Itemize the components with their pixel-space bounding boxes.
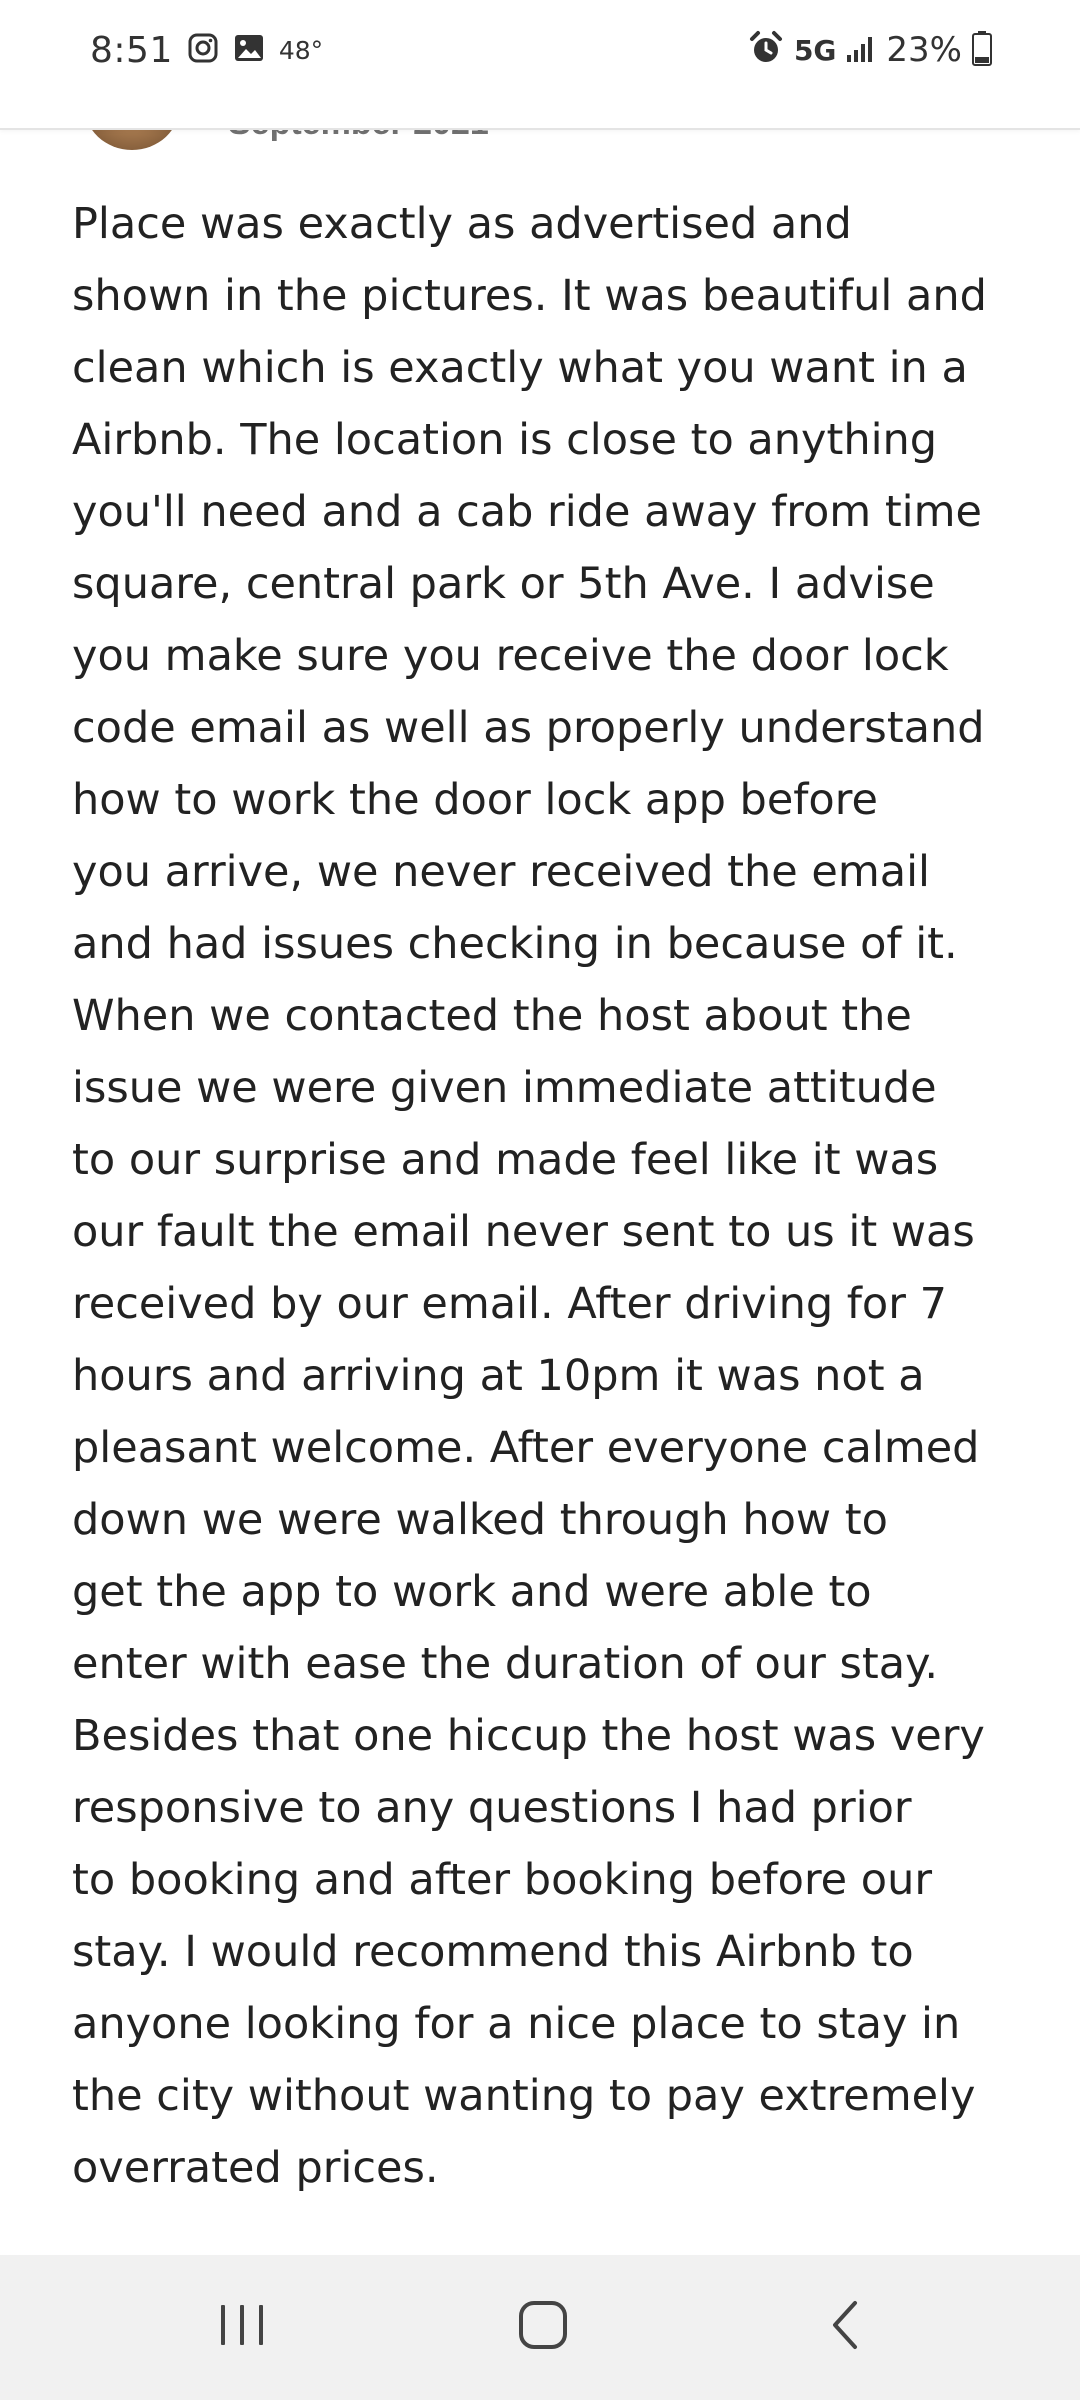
status-temperature: 48° — [278, 35, 324, 65]
instagram-icon — [187, 32, 219, 69]
status-bar — [0, 0, 1080, 130]
gallery-icon — [233, 32, 265, 69]
review-text: Place was exactly as advertised and shown in the pictures. It was beautiful and clean which is exactly what you want in a Airbnb. The location is close to anything you'll need and a cab ride away from time square, central park or 5th Ave. I advise you make sure you receive the door lock code email as well as properly understand how to work the door lock app before you arrive, we never received the email and had issues checking in because of it. When we contacted the host about the issue we were given immediate attitude to our surprise and made feel like it was our fault the email never sent to us it was received by our email. After driving for 7 hours and arriving at 10pm it was not a pleasant welcome. After everyone calmed down we were walked through how to get the app to work and were able to enter with ease the duration of our stay. Besides that one hiccup the host was very responsive to any questions I had prior to booking and after booking before our stay. I would recommend this Airbnb to anyone looking for a nice place to stay in the city without wanting to pay extremely overrated prices. — [72, 199, 987, 2193]
battery-icon — [972, 30, 992, 71]
back-button[interactable] — [745, 2255, 945, 2400]
status-network: 5G — [793, 33, 837, 67]
home-button[interactable] — [443, 2255, 643, 2400]
status-bar-right — [748, 24, 992, 76]
back-icon — [827, 2299, 863, 2356]
recent-apps-button[interactable] — [142, 2255, 342, 2400]
home-icon — [517, 2299, 569, 2356]
status-time: 8:51 — [90, 29, 173, 71]
recent-apps-icon — [218, 2302, 266, 2353]
signal-icon — [846, 33, 876, 68]
status-battery-percent: 23% — [886, 30, 962, 70]
navigation-bar — [0, 2255, 1080, 2400]
status-bar-left — [90, 24, 323, 76]
alarm-icon — [748, 30, 784, 71]
